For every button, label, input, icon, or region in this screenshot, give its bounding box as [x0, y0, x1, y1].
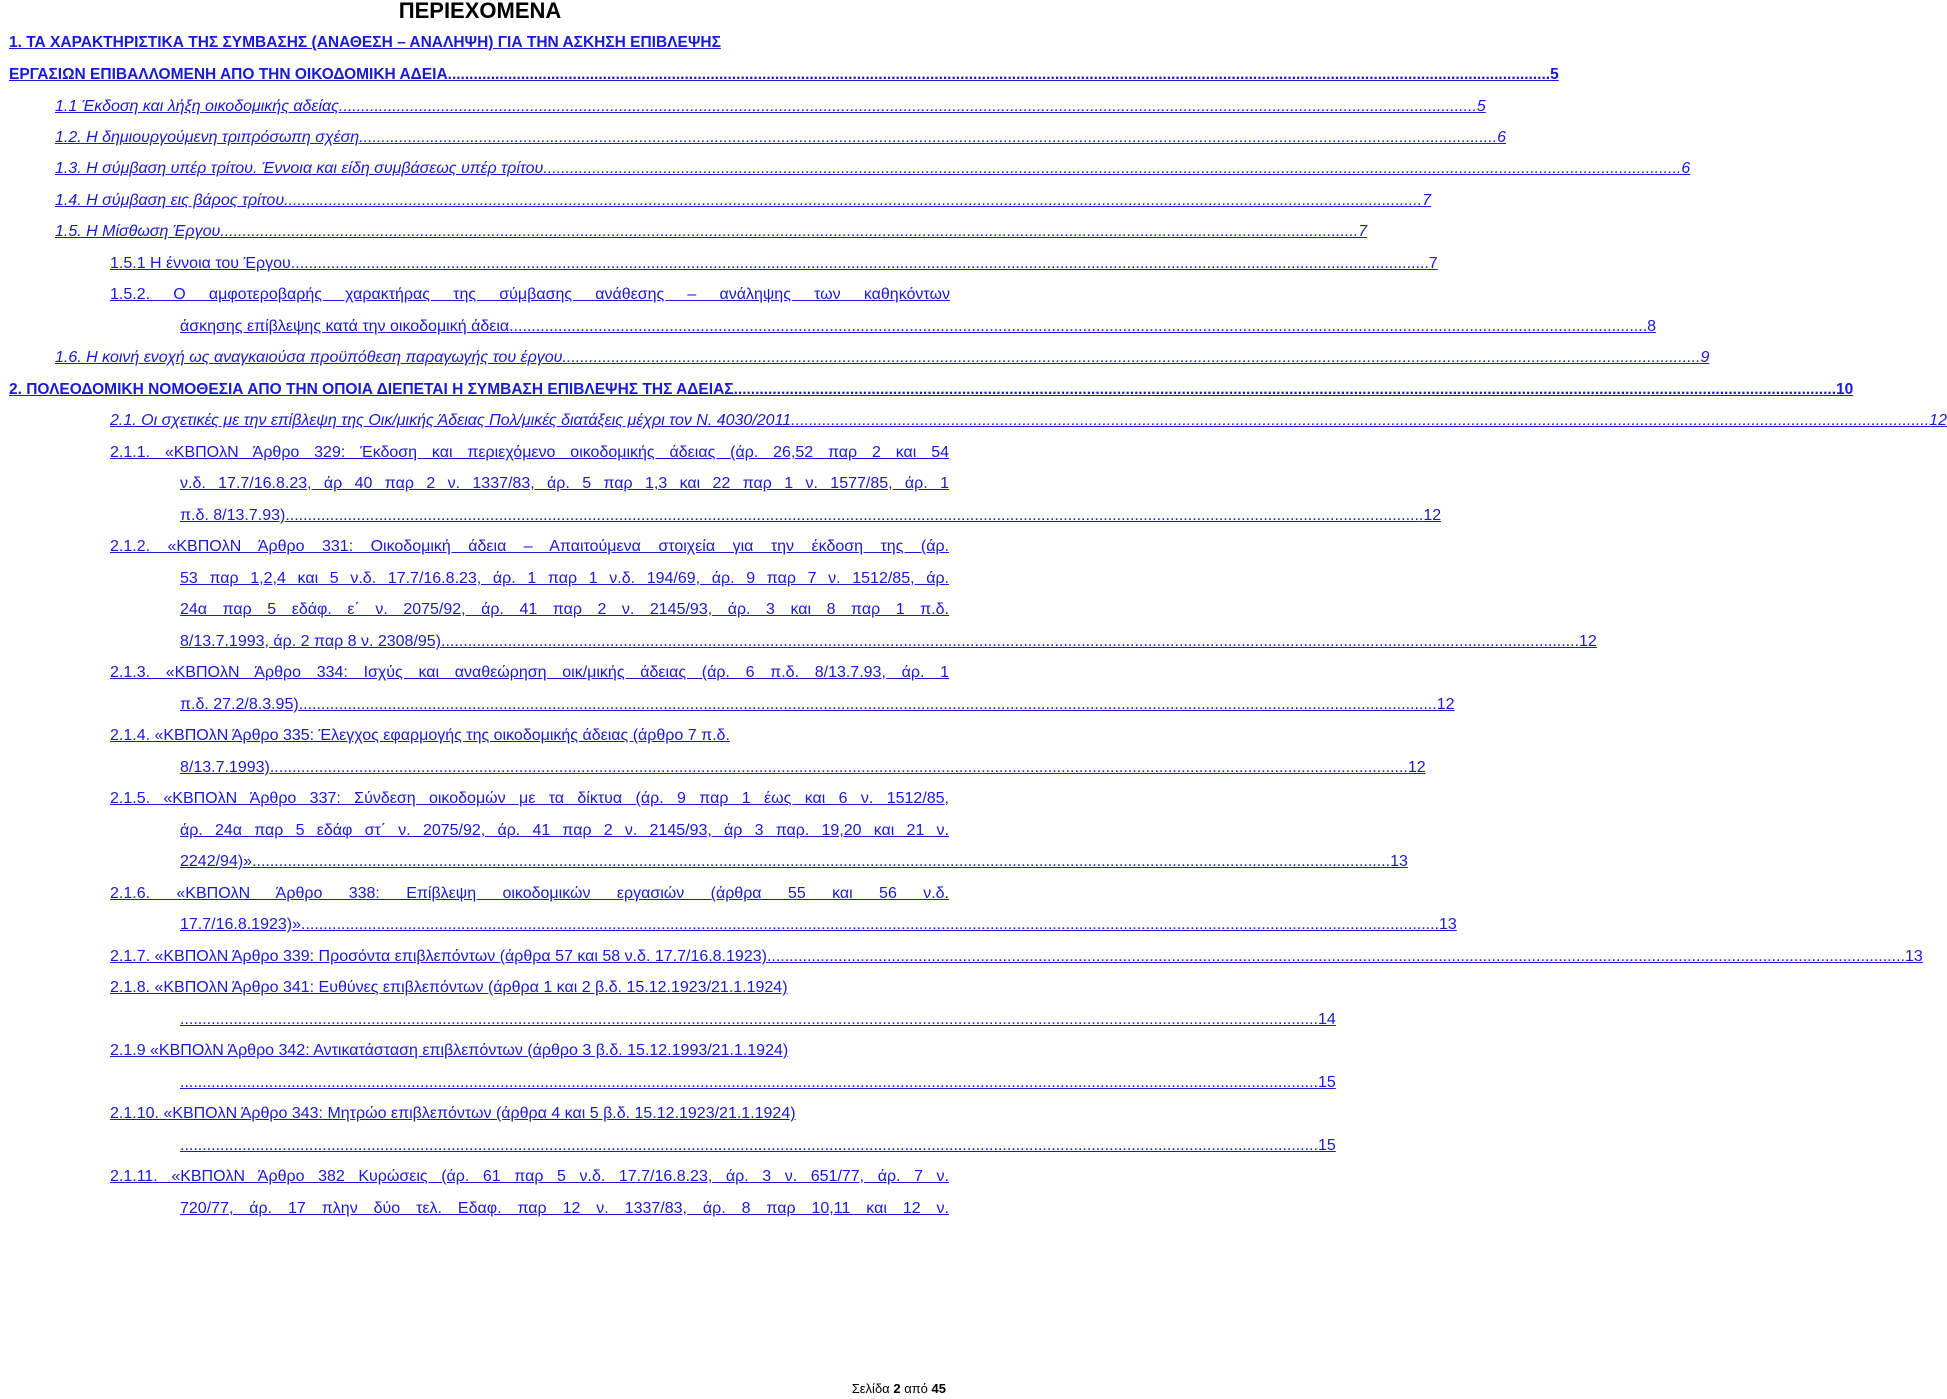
toc-page-number: 6	[1681, 160, 1691, 177]
toc-page-number: 12	[1436, 696, 1455, 713]
toc-entry[interactable]	[180, 1199, 949, 1219]
toc-entry[interactable]	[9, 380, 1854, 400]
toc-entry-text: 720/77, άρ. 17 πλην δύο τελ. Εδαφ. παρ 12 ν. 1337/83, άρ. 8 παρ 10,11 και 12 ν.	[180, 1200, 949, 1217]
footer-of: από	[904, 1381, 928, 1396]
toc-page-number: 12	[1929, 412, 1947, 429]
toc-leader-dots	[285, 506, 1423, 526]
toc-page-number: 10	[1836, 381, 1854, 398]
toc-page-number: 12	[1407, 759, 1426, 776]
toc-leader-dots	[562, 348, 1700, 368]
toc-entry[interactable]	[180, 821, 949, 841]
toc-entry[interactable]	[180, 600, 949, 620]
toc-entry[interactable]	[180, 1010, 1336, 1030]
toc-entry[interactable]	[180, 758, 1426, 778]
toc-leader-dots	[339, 97, 1477, 117]
toc-leader-dots	[734, 380, 1836, 400]
toc-entry-text: 1.5. Η Μίσθωση Έργου	[55, 223, 221, 240]
toc-entry-text: 2.1.11. «ΚΒΠΟλΝ Άρθρο 382 Κυρώσεις (άρ. 61 παρ 5 ν.δ. 17.7/16.8.23, άρ. 3 ν. 651/77, άρ. 7 ν.	[110, 1168, 949, 1185]
toc-entry-text: 2.1.2. «ΚΒΠΟλΝ Άρθρο 331: Οικοδομική άδεια – Απαιτούμενα στοιχεία για την έκδοση της (άρ.	[110, 538, 949, 555]
toc-entry-text: ΕΡΓΑΣΙΩΝ ΕΠΙΒΑΛΛΟΜΕΝΗ ΑΠΟ ΤΗΝ ΟΙΚΟΔΟΜΙΚΗ ΑΔΕΙΑ	[9, 66, 448, 83]
toc-entry-text: άσκησης επίβλεψης κατά την οικοδομική άδεια	[180, 318, 510, 335]
toc-entry[interactable]	[55, 128, 1507, 148]
toc-entry-text: 8/13.7.1993, άρ. 2 παρ 8 ν. 2308/95)	[180, 633, 442, 650]
toc-entry-text: 2.1.9 «ΚΒΠΟλΝ Άρθρο 342: Αντικατάσταση επιβλεπόντων (άρθρο 3 β.δ. 15.12.1993/21.1.1924)	[110, 1042, 789, 1059]
toc-leader-dots	[291, 254, 1429, 274]
toc-entry-text: 1.6. Η κοινή ενοχή ως αναγκαιούσα προϋπόθεση παραγωγής του έργου	[55, 349, 563, 366]
toc-entry-text: 2.1.10. «ΚΒΠΟλΝ Άρθρο 343: Μητρώο επιβλεπόντων (άρθρα 4 και 5 β.δ. 15.12.1923/21.1.1924)	[110, 1105, 796, 1122]
toc-page-number: 15	[1318, 1074, 1336, 1091]
toc-entry[interactable]	[180, 1073, 1336, 1093]
toc-page-number: 6	[1497, 129, 1507, 146]
toc-entry-text: 1.2. Η δημιουργούμενη τριπρόσωπη σχέση	[55, 129, 360, 146]
toc-entry[interactable]	[55, 348, 1710, 368]
toc-entry[interactable]	[110, 947, 1923, 967]
toc-page-number: 13	[1439, 916, 1457, 933]
toc-leader-dots	[252, 852, 1390, 872]
toc-entry-text: 2.1.6. «ΚΒΠΟλΝ Άρθρο 338: Επίβλεψη οικοδομικών εργασιών (άρθρα 55 και 56 ν.δ.	[110, 885, 949, 902]
toc-page-number: 9	[1700, 349, 1710, 366]
toc-entry-text: π.δ. 27.2/8.3.95)	[180, 696, 299, 713]
toc-leader-dots	[448, 65, 1550, 85]
toc-entry[interactable]	[110, 663, 949, 683]
toc-page-number: 15	[1318, 1137, 1336, 1154]
toc-entry[interactable]	[110, 978, 949, 998]
toc-leader-dots	[301, 915, 1439, 935]
toc-entry[interactable]	[55, 222, 1368, 242]
toc-entry[interactable]	[180, 1136, 1336, 1156]
toc-entry-text: 1.5.2. Ο αμφοτεροβαρής χαρακτήρας της σύμβασης ανάθεσης – ανάληψης των καθηκόντων	[110, 286, 950, 303]
toc-entry[interactable]	[180, 506, 1442, 526]
footer-total-pages: 45	[931, 1381, 946, 1396]
toc-leader-dots	[299, 695, 1437, 715]
toc-page-number: 13	[1904, 948, 1923, 965]
toc-entry-text: 1. ΤΑ ΧΑΡΑΚΤΗΡΙΣΤΙΚΑ ΤΗΣ ΣΥΜΒΑΣΗΣ (ΑΝΑΘΕΣΗ – ΑΝΑΛΗΨΗ) ΓΙΑ ΤΗΝ ΑΣΚΗΣΗ ΕΠΙΒΛΕΨΗΣ	[9, 34, 721, 51]
toc-page-number: 5	[1550, 66, 1559, 83]
toc-entry[interactable]	[110, 726, 949, 746]
toc-leader-dots	[180, 1073, 1318, 1093]
toc-entry[interactable]	[180, 915, 1457, 935]
toc-entry[interactable]	[110, 254, 1438, 274]
toc-entry[interactable]	[55, 191, 1432, 211]
toc-entry-text: 8/13.7.1993)	[180, 759, 270, 776]
toc-entry-text: 2.1.7. «ΚΒΠΟλΝ Άρθρο 339: Προσόντα επιβλεπόντων (άρθρα 57 και 58 ν.δ. 17.7/16.8.1923)	[110, 948, 767, 965]
toc-page-number: 7	[1358, 223, 1368, 240]
toc-entry-text: 2.1.5. «ΚΒΠΟλΝ Άρθρο 337: Σύνδεση οικοδομών με τα δίκτυα (άρ. 9 παρ 1 έως και 6 ν. 1512/85,	[110, 790, 949, 807]
toc-page-number: 14	[1318, 1011, 1336, 1028]
toc-entry[interactable]	[180, 695, 1455, 715]
toc-entry[interactable]	[110, 789, 949, 809]
toc-leader-dots	[767, 947, 1905, 967]
toc-entry-text: 2.1.8. «ΚΒΠΟλΝ Άρθρο 341: Ευθύνες επιβλεπόντων (άρθρα 1 και 2 β.δ. 15.12.1923/21.1.1924)	[110, 979, 788, 996]
toc-entry-text: 2.1. Οι σχετικές με την επίβλεψη της Οικ/μικής Άδειας Πολ/μικές διατάξεις μέχρι τον Ν. 4030/2011	[110, 412, 792, 429]
toc-entry-text: 53 παρ 1,2,4 και 5 ν.δ. 17.7/16.8.23, άρ. 1 παρ 1 ν.δ. 194/69, άρ. 9 παρ 7 ν. 1512/85, άρ.	[180, 570, 949, 587]
toc-entry-text: 2.1.1. «ΚΒΠΟλΝ Άρθρο 329: Έκδοση και περιεχόμενο οικοδομικής άδειας (άρ. 26,52 παρ 2 και 54	[110, 444, 949, 461]
toc-page-number: 12	[1579, 633, 1597, 650]
page-footer	[852, 1381, 946, 1397]
toc-entry[interactable]	[180, 852, 1408, 872]
toc-entry-text: 2242/94)»	[180, 853, 253, 870]
toc-entry[interactable]	[180, 317, 1657, 337]
toc-entry[interactable]	[110, 1041, 949, 1061]
toc-entry-text: άρ. 24α παρ 5 εδάφ στ΄ ν. 2075/92, άρ. 41 παρ 2 ν. 2145/93, άρ 3 παρ. 19,20 και 21 ν.	[180, 822, 949, 839]
toc-entry-text: 2. ΠΟΛΕΟΔΟΜΙΚΗ ΝΟΜΟΘΕΣΙΑ ΑΠΟ ΤΗΝ ΟΠΟΙΑ ΔΙΕΠΕΤΑΙ Η ΣΥΜΒΑΣΗ ΕΠΙΒΛΕΨΗΣ ΤΗΣ ΑΔΕΙΑΣ	[9, 381, 734, 398]
toc-entry[interactable]	[180, 569, 949, 589]
toc-leader-dots	[270, 758, 1408, 778]
toc-entry-text: 17.7/16.8.1923)»	[180, 916, 301, 933]
footer-page-number: 2	[893, 1381, 901, 1396]
toc-entry[interactable]	[180, 632, 1597, 652]
footer-label: Σελίδα	[851, 1381, 890, 1396]
toc-entry-text: 2.1.4. «ΚΒΠΟλΝ Άρθρο 335: Έλεγχος εφαρμογής της οικοδομικής άδειας (άρθρο 7 π.δ.	[110, 727, 730, 744]
toc-entry-text: π.δ. 8/13.7.93)	[180, 507, 286, 524]
toc-entry[interactable]	[110, 443, 949, 463]
toc-entry[interactable]	[110, 537, 949, 557]
toc-leader-dots	[180, 1136, 1318, 1156]
toc-entry-text: 1.3. Η σύμβαση υπέρ τρίτου. Έννοια και είδη συμβάσεως υπέρ τρίτου	[55, 160, 544, 177]
toc-entry[interactable]	[110, 411, 1947, 431]
toc-entry-text: ν.δ. 17.7/16.8.23, άρ 40 παρ 2 ν. 1337/83, άρ. 5 παρ 1,3 και 22 παρ 1 ν. 1577/85, άρ. 1	[180, 475, 949, 492]
toc-page-number: 13	[1390, 853, 1408, 870]
toc-entry[interactable]	[9, 65, 1559, 85]
toc-leader-dots	[180, 1010, 1318, 1030]
toc-entry[interactable]	[110, 1167, 949, 1187]
toc-leader-dots	[791, 411, 1929, 431]
toc-page-number: 8	[1647, 318, 1657, 335]
toc-entry-text: 24α παρ 5 εδάφ. ε΄ ν. 2075/92, άρ. 41 παρ 2 ν. 2145/93, άρ. 3 και 8 παρ 1 π.δ.	[180, 601, 949, 618]
toc-leader-dots	[543, 159, 1681, 179]
toc-leader-dots	[284, 191, 1422, 211]
toc-page-number: 7	[1428, 255, 1438, 272]
toc-leader-dots	[220, 222, 1358, 242]
toc-entry[interactable]	[180, 474, 949, 494]
toc-entry-text: 1.4. Η σύμβαση εις βάρος τρίτου	[55, 192, 285, 209]
toc-entry[interactable]	[55, 159, 1691, 179]
toc-entry-text: 2.1.3. «ΚΒΠΟλΝ Άρθρο 334: Ισχύς και αναθεώρηση οικ/μικής άδειας (άρ. 6 π.δ. 8/13.7.93, άρ. 1	[110, 664, 949, 681]
toc-entry[interactable]	[110, 884, 949, 904]
toc-page-number: 12	[1423, 507, 1442, 524]
toc-entry[interactable]	[9, 33, 897, 53]
toc-entry-text: 1.1 Έκδοση και λήξη οικοδομικής αδείας	[55, 98, 339, 115]
toc-leader-dots	[441, 632, 1579, 652]
toc-page-number: 5	[1476, 98, 1486, 115]
toc-leader-dots	[509, 317, 1647, 337]
toc-entry[interactable]	[55, 97, 1486, 117]
toc-leader-dots	[359, 128, 1497, 148]
toc-entry-text: 1.5.1 Η έννοια του Έργου	[110, 255, 291, 272]
toc-entry[interactable]	[110, 285, 950, 305]
page-title: ΠΕΡΙΕΧΟΜΕΝΑ	[398, 0, 562, 23]
toc-page-number: 7	[1422, 192, 1432, 209]
toc-entry[interactable]	[110, 1104, 949, 1124]
